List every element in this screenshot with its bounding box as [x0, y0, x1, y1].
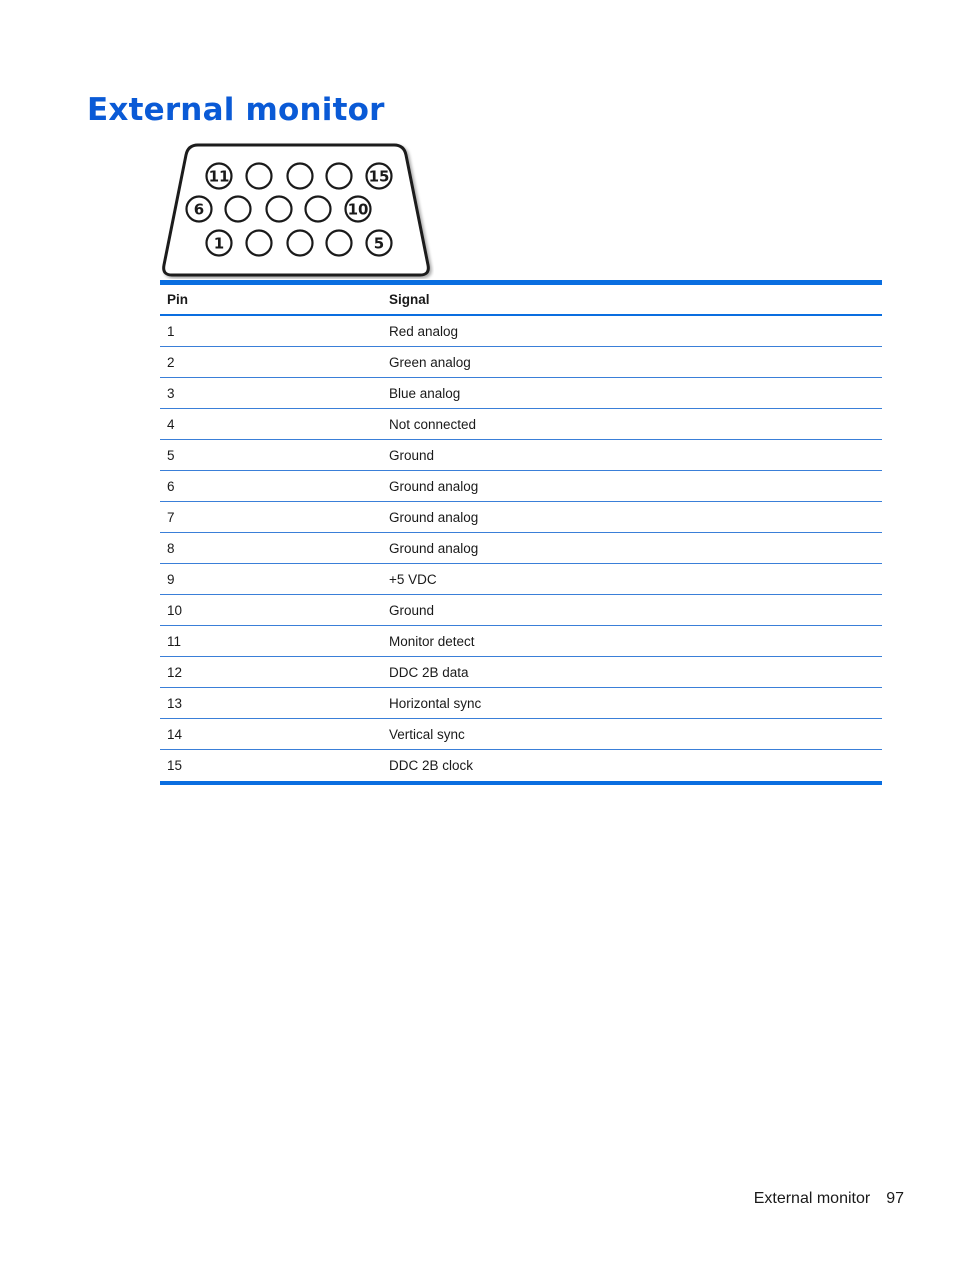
signal-name-cell: Ground analog: [382, 471, 882, 502]
table-row: [160, 409, 882, 440]
table-row: [160, 440, 882, 471]
signal-name-cell: Ground: [382, 440, 882, 471]
table-row: [160, 626, 882, 657]
table-row: [160, 315, 882, 347]
pin-number-cell: 1: [160, 315, 382, 347]
pin-number-cell: 2: [160, 347, 382, 378]
table-row: [160, 719, 882, 750]
connector-pin: [327, 231, 352, 256]
table-row: [160, 533, 882, 564]
pin-number-cell: 12: [160, 657, 382, 688]
signal-name-cell: +5 VDC: [382, 564, 882, 595]
page-title: External monitor: [87, 92, 385, 128]
pin-signal-table: [160, 280, 882, 785]
page-number: 97: [886, 1190, 904, 1207]
vga-db15-connector-icon: [158, 141, 434, 279]
pin-number-cell: 4: [160, 409, 382, 440]
connector-pin: [288, 164, 313, 189]
pin-label: 15: [368, 167, 390, 186]
pin-number-cell: 7: [160, 502, 382, 533]
pin-number-cell: 5: [160, 440, 382, 471]
signal-name-cell: Ground analog: [382, 533, 882, 564]
pin-label: 11: [208, 167, 230, 186]
pin-label: 6: [193, 200, 205, 219]
connector-pin: [247, 231, 272, 256]
signal-name-cell: Blue analog: [382, 378, 882, 409]
table-row: [160, 750, 882, 784]
signal-name-cell: Monitor detect: [382, 626, 882, 657]
table-row: [160, 595, 882, 626]
connector-pin: [226, 197, 251, 222]
signal-name-cell: DDC 2B data: [382, 657, 882, 688]
pin-number-cell: 10: [160, 595, 382, 626]
connector-pin: [288, 231, 313, 256]
pin-number-cell: 3: [160, 378, 382, 409]
signal-name-cell: Red analog: [382, 315, 882, 347]
pin-number-cell: 14: [160, 719, 382, 750]
signal-name-cell: Green analog: [382, 347, 882, 378]
footer-section-title: External monitor: [753, 1190, 871, 1207]
pin-number-cell: 11: [160, 626, 382, 657]
table-header-row: [160, 283, 882, 316]
table-row: [160, 657, 882, 688]
connector-pin: [247, 164, 272, 189]
table-row: [160, 564, 882, 595]
signal-name-cell: Ground analog: [382, 502, 882, 533]
pin-number-cell: 9: [160, 564, 382, 595]
connector-pin: [327, 164, 352, 189]
signal-name-cell: Ground: [382, 595, 882, 626]
table-row: [160, 688, 882, 719]
signal-name-cell: Horizontal sync: [382, 688, 882, 719]
pin-number-cell: 15: [167, 758, 183, 773]
connector-pin: [267, 197, 292, 222]
column-header-pin: Pin: [160, 283, 382, 316]
signal-name-cell: DDC 2B clock: [389, 758, 474, 773]
table-row: [160, 502, 882, 533]
pin-number-cell: 8: [160, 533, 382, 564]
connector-pin: [306, 197, 331, 222]
signal-name-cell: Vertical sync: [382, 719, 882, 750]
column-header-signal: Signal: [382, 283, 882, 316]
pin-label: 1: [213, 234, 225, 253]
pin-label: 10: [347, 200, 369, 219]
table-row: [160, 471, 882, 502]
pin-label: 5: [373, 234, 385, 253]
table-row: [160, 347, 882, 378]
signal-name-cell: Not connected: [382, 409, 882, 440]
page-footer: [754, 1188, 904, 1210]
pin-number-cell: 13: [160, 688, 382, 719]
pin-number-cell: 6: [160, 471, 382, 502]
table-row: [160, 378, 882, 409]
